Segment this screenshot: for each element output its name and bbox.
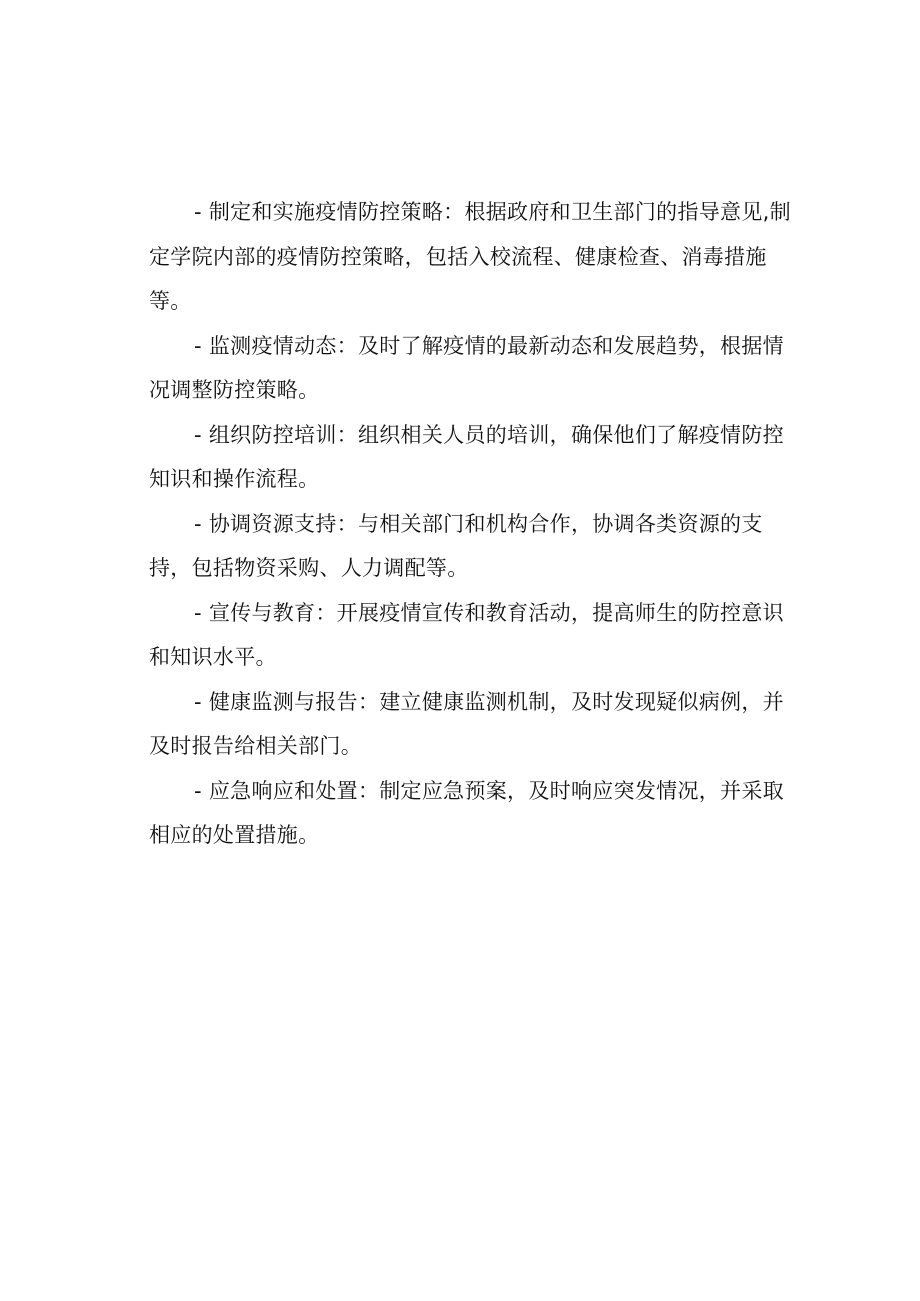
paragraph-monitoring [104,324,814,413]
paragraph-emergency [104,769,814,858]
paragraph-line: - 制定和实施疫情防控策略：根据政府和卫生部门的指导意见,制 [194,200,791,224]
paragraph-line: 定学院内部的疫情防控策略，包括入校流程、健康检查、消毒措施 [149,244,767,269]
paragraph-line: - 健康监测与报告：建立健康监测机制，及时发现疑似病例，并 [194,689,784,714]
paragraph-education [104,591,814,680]
paragraph-line: 相应的处置措施。 [149,823,320,847]
paragraph-line: 持，包括物资采购、人力调配等。 [149,556,469,580]
paragraph-health-report [104,680,814,769]
paragraph-line: - 宣传与教育：开展疫情宣传和教育活动，提高师生的防控意识 [194,600,784,625]
paragraph-line: - 协调资源支持：与相关部门和机构合作，协调各类资源的支 [194,511,763,536]
paragraph-line: - 组织防控培训：组织相关人员的培训，确保他们了解疫情防控 [194,422,784,447]
paragraph-line: 等。 [149,289,192,313]
paragraph-line: - 监测疫情动态：及时了解疫情的最新动态和发展趋势，根据情 [194,333,784,358]
paragraph-strategy [104,190,814,324]
paragraph-training [104,413,814,502]
paragraph-line: 及时报告给相关部门。 [149,734,362,758]
paragraph-line: 况调整防控策略。 [149,378,320,402]
paragraph-line: - 应急响应和处置：制定应急预案，及时响应突发情况，并采取 [194,778,784,803]
paragraph-line: 和知识水平。 [149,645,277,669]
paragraph-line: 知识和操作流程。 [149,467,320,491]
document-body [104,190,814,858]
paragraph-resources [104,502,814,591]
